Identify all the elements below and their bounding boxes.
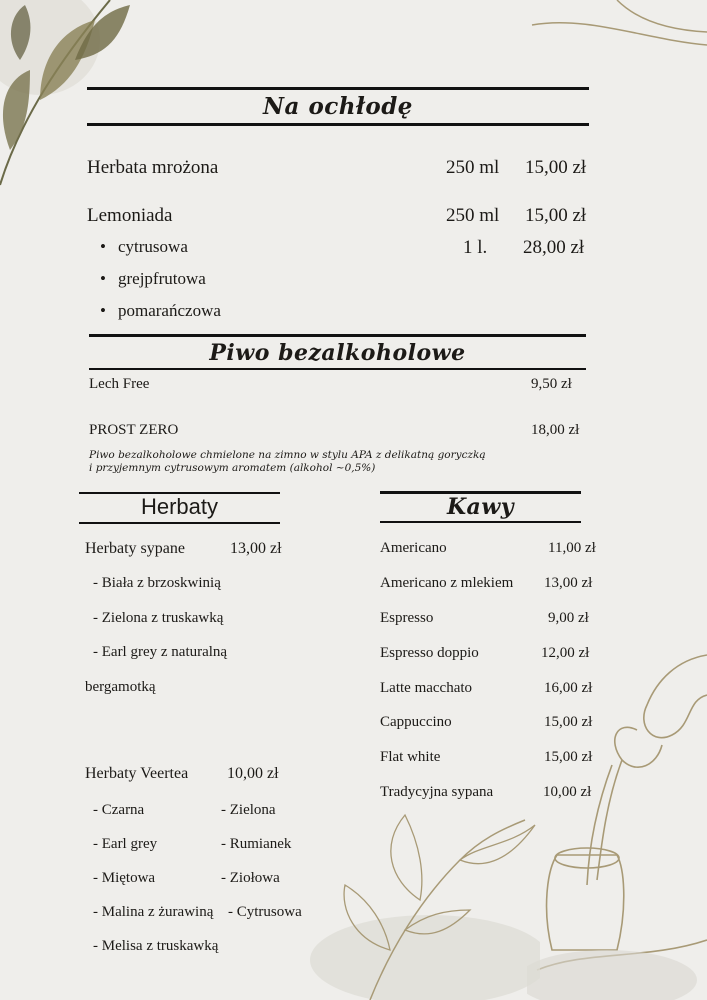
beer-price: 18,00 zł: [531, 422, 580, 438]
beer-price: 9,50 zł: [531, 376, 572, 392]
section-title-coffee: Kawy: [446, 494, 515, 520]
beer-description-line2: i przyjemnym cytrusowym aromatem (alkohol ~0,5%): [89, 462, 376, 474]
loose-tea-item: bergamotką: [85, 679, 156, 695]
beer-description-line1: Piwo bezalkoholowe chmielone na zimno w stylu APA z delikatną goryczką: [89, 449, 486, 461]
loose-tea-item: - Earl grey z naturalną: [93, 644, 228, 660]
loose-tea-item: - Zielona z truskawką: [93, 610, 224, 626]
veertea-item: - Ziołowa: [221, 870, 280, 886]
coffee-name: Flat white: [380, 749, 441, 765]
coffee-price: 9,00 zł: [548, 610, 589, 626]
section-rule: [380, 521, 581, 523]
veertea-item: - Miętowa: [93, 870, 156, 886]
lemonade-price-large: 28,00 zł: [523, 237, 585, 258]
coffee-name: Espresso: [380, 610, 434, 626]
beer-name: PROST ZERO: [89, 422, 179, 438]
lemonade-name: Lemoniada: [87, 205, 173, 226]
branch-decoration-bottom: [310, 800, 540, 1000]
line-decoration-top-right: [527, 0, 707, 60]
coffee-pour-illustration: [527, 650, 707, 1000]
coffee-price: 10,00 zł: [543, 784, 592, 800]
section-rule: [89, 334, 586, 337]
section-title-teas: Herbaty: [140, 494, 219, 519]
coffee-price: 12,00 zł: [541, 645, 590, 661]
veertea-item: - Zielona: [221, 802, 276, 818]
coffee-price: 16,00 zł: [544, 680, 593, 696]
lemonade-flavor: • pomarańczowa: [118, 301, 221, 321]
iced-tea-price: 15,00 zł: [525, 157, 587, 178]
iced-tea-size: 250 ml: [446, 157, 500, 178]
iced-tea-name: Herbata mrożona: [87, 157, 219, 178]
section-rule: [87, 87, 589, 90]
veertea-price: 10,00 zł: [227, 765, 279, 782]
lemonade-size: 250 ml: [446, 205, 500, 226]
beer-name: Lech Free: [89, 376, 150, 392]
veertea-item: - Czarna: [93, 802, 145, 818]
coffee-name: Americano z mlekiem: [380, 575, 514, 591]
veertea-item: - Melisa z truskawką: [93, 938, 219, 954]
section-title-beer: Piwo bezalkoholowe: [209, 340, 466, 366]
coffee-name: Latte macchato: [380, 680, 473, 696]
section-title-cold: Na ochłodę: [263, 93, 413, 120]
lemonade-flavor: • grejpfrutowa: [118, 269, 206, 289]
section-rule: [87, 123, 589, 126]
lemonade-size-large: 1 l.: [463, 237, 488, 258]
section-rule: [89, 368, 586, 370]
lemonade-flavor: • cytrusowa: [118, 237, 188, 257]
coffee-price: 11,00 zł: [548, 540, 596, 556]
veertea-item: - Cytrusowa: [228, 904, 302, 920]
coffee-name: Americano: [380, 540, 447, 556]
coffee-name: Cappuccino: [380, 714, 452, 730]
lemonade-price: 15,00 zł: [525, 205, 587, 226]
loose-tea-item: - Biała z brzoskwinią: [93, 575, 221, 591]
loose-tea-name: Herbaty sypane: [85, 540, 185, 557]
coffee-name: Espresso doppio: [380, 645, 479, 661]
beer-description: [89, 449, 559, 475]
veertea-item: - Malina z żurawiną: [93, 904, 214, 920]
coffee-price: 13,00 zł: [544, 575, 593, 591]
veertea-item: - Earl grey: [93, 836, 158, 852]
coffee-price: 15,00 zł: [544, 749, 593, 765]
loose-tea-price: 13,00 zł: [230, 540, 282, 557]
veertea-name: Herbaty Veertea: [85, 765, 189, 782]
coffee-name: Tradycyjna sypana: [380, 784, 494, 800]
veertea-item: - Rumianek: [221, 836, 292, 852]
section-rule: [79, 522, 280, 524]
coffee-price: 15,00 zł: [544, 714, 593, 730]
